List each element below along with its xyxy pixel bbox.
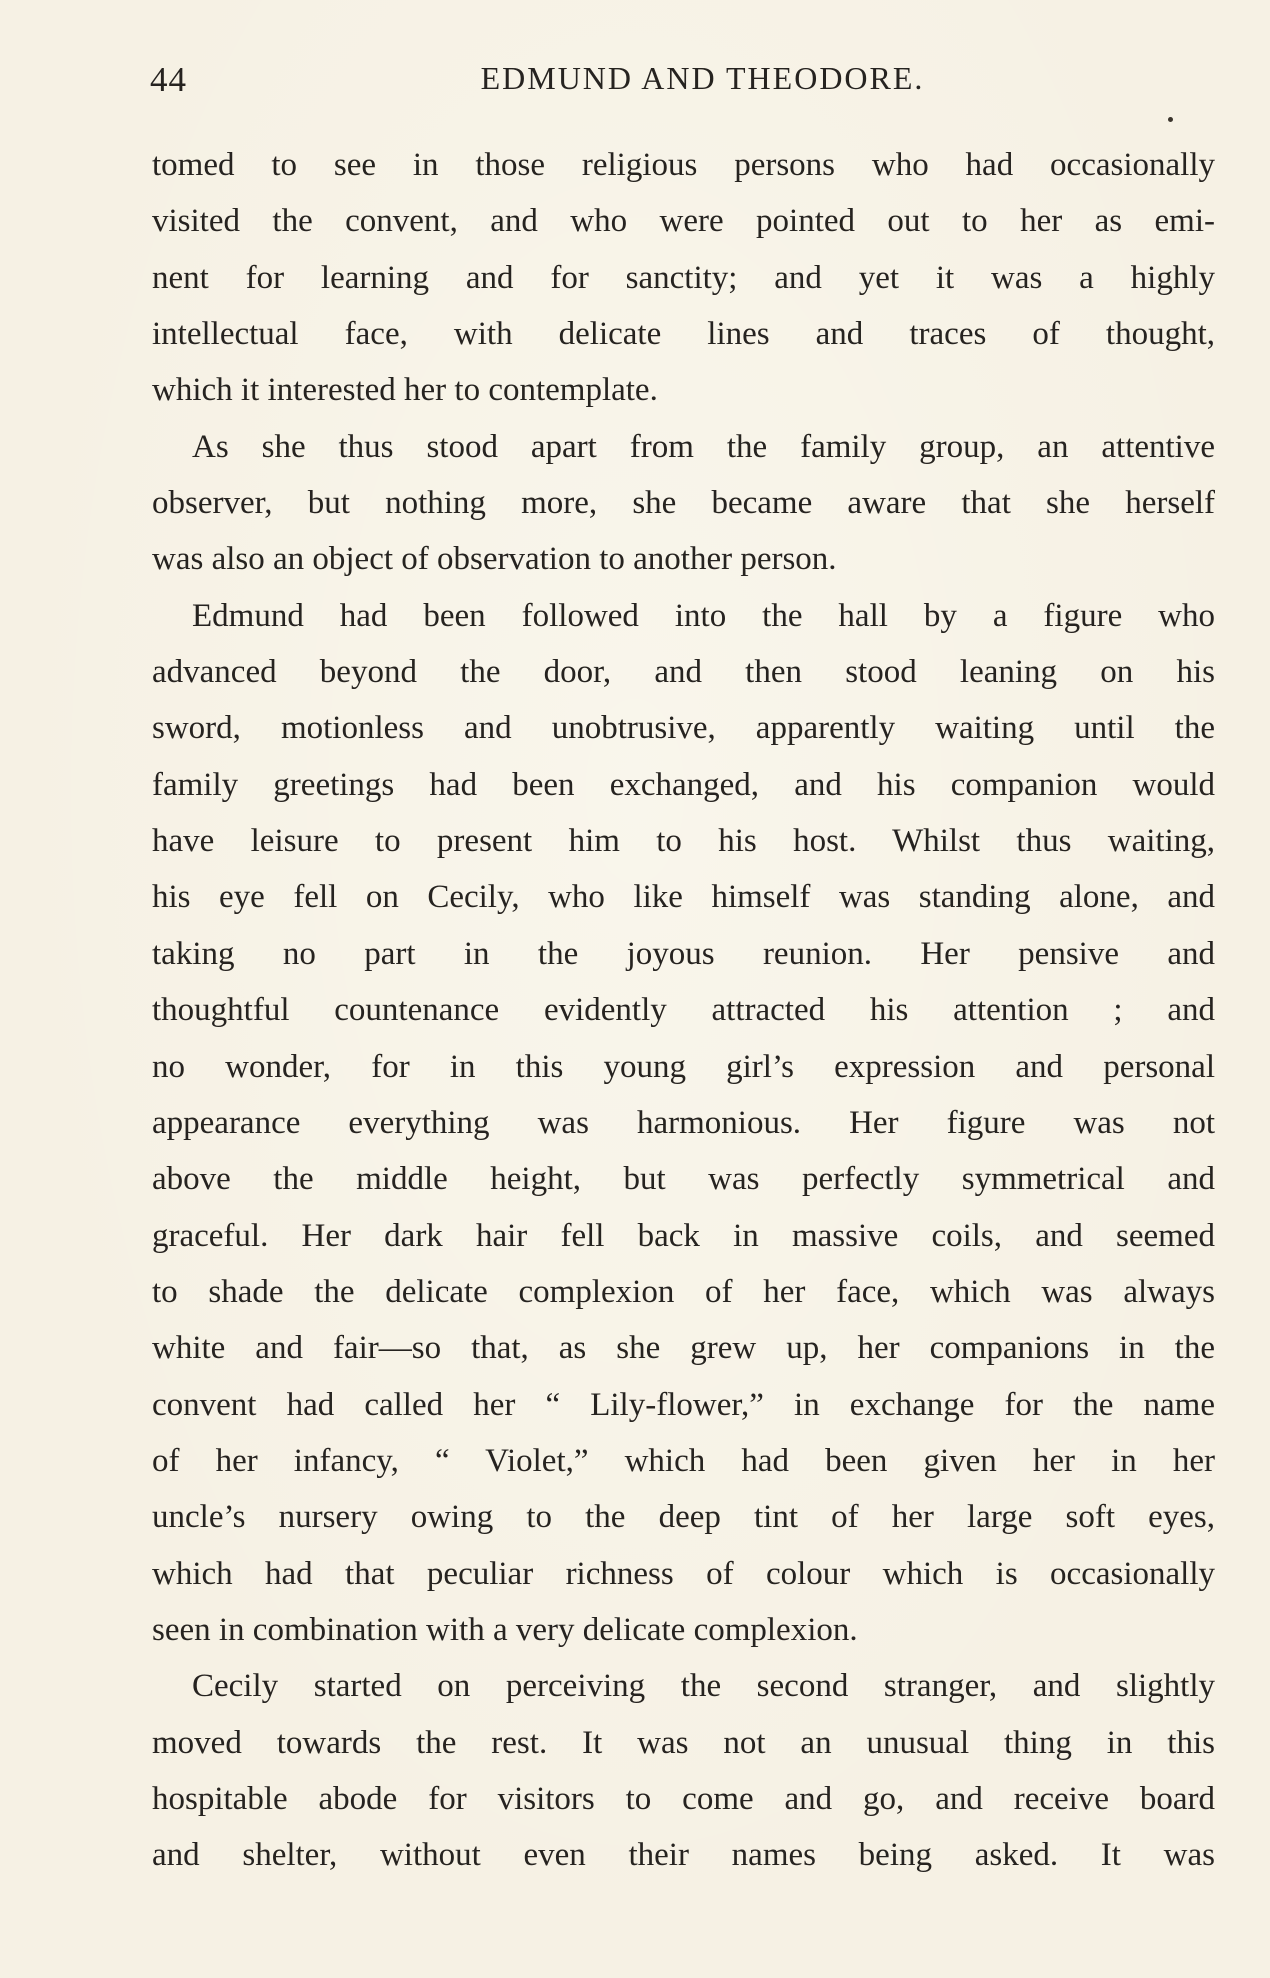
text-line: advanced beyond the door, and then stood leaning on his [152, 654, 1215, 691]
text-line: intellectual face, with delicate lines and traces of thought, [152, 316, 1215, 353]
text-line: to shade the delicate complexion of her face, which was always [152, 1273, 1215, 1310]
text-line: his eye fell on Cecily, who like himself was standing alone, and [152, 879, 1215, 916]
text-line: sword, motionless and unobtrusive, apparently waiting until the [152, 710, 1215, 747]
text-line: Cecily started on perceiving the second stranger, and slightly [192, 1668, 1215, 1705]
text-line: which had that peculiar richness of colour which is occasionally [152, 1555, 1215, 1592]
text-line: have leisure to present him to his host. Whilst thus waiting, [152, 823, 1215, 860]
text-line: graceful. Her dark hair fell back in massive coils, and seemed [152, 1217, 1215, 1254]
text-line: tomed to see in those religious persons who had occasionally [152, 147, 1215, 183]
body-text [152, 137, 1215, 1884]
text-line: uncle’s nursery owing to the deep tint of her large soft eyes, [152, 1499, 1215, 1536]
text-line: Edmund had been followed into the hall by a figure who [192, 597, 1215, 634]
text-line: above the middle height, but was perfectly symmetrical and [152, 1161, 1215, 1198]
running-head [150, 60, 1215, 110]
text-line: and shelter, without even their names being asked. It was [152, 1837, 1215, 1874]
running-title: EDMUND AND THEODORE. [480, 60, 925, 96]
text-line: which it interested her to contemplate. [152, 372, 658, 409]
text-line: appearance everything was harmonious. Her figure was not [152, 1104, 1215, 1141]
page-number: 44 [150, 60, 187, 99]
text-line: nent for learning and for sanctity; and yet it was a highly [152, 259, 1215, 296]
text-line: of her infancy, “ Violet,” which had been given her in her [152, 1442, 1215, 1479]
text-line: observer, but nothing more, she became aware that she herself [152, 485, 1215, 522]
text-line: taking no part in the joyous reunion. Her pensive and [152, 935, 1215, 972]
text-line: As she thus stood apart from the family group, an attentive [192, 428, 1215, 465]
text-line: hospitable abode for visitors to come and go, and receive board [152, 1780, 1215, 1817]
text-line: thoughtful countenance evidently attracted his attention ; and [152, 992, 1215, 1029]
text-line: no wonder, for in this young girl’s expression and personal [152, 1048, 1215, 1085]
text-line: was also an object of observation to another person. [152, 541, 837, 578]
text-line: moved towards the rest. It was not an unusual thing in this [152, 1724, 1215, 1761]
ink-speck [1168, 117, 1173, 122]
text-line: visited the convent, and who were pointed out to her as emi- [152, 203, 1215, 240]
text-line: seen in combination with a very delicate complexion. [152, 1611, 858, 1648]
text-line: white and fair—so that, as she grew up, her companions in the [152, 1330, 1215, 1367]
text-line: family greetings had been exchanged, and his companion would [152, 766, 1215, 803]
text-line: convent had called her “ Lily-flower,” in exchange for the name [152, 1386, 1215, 1423]
